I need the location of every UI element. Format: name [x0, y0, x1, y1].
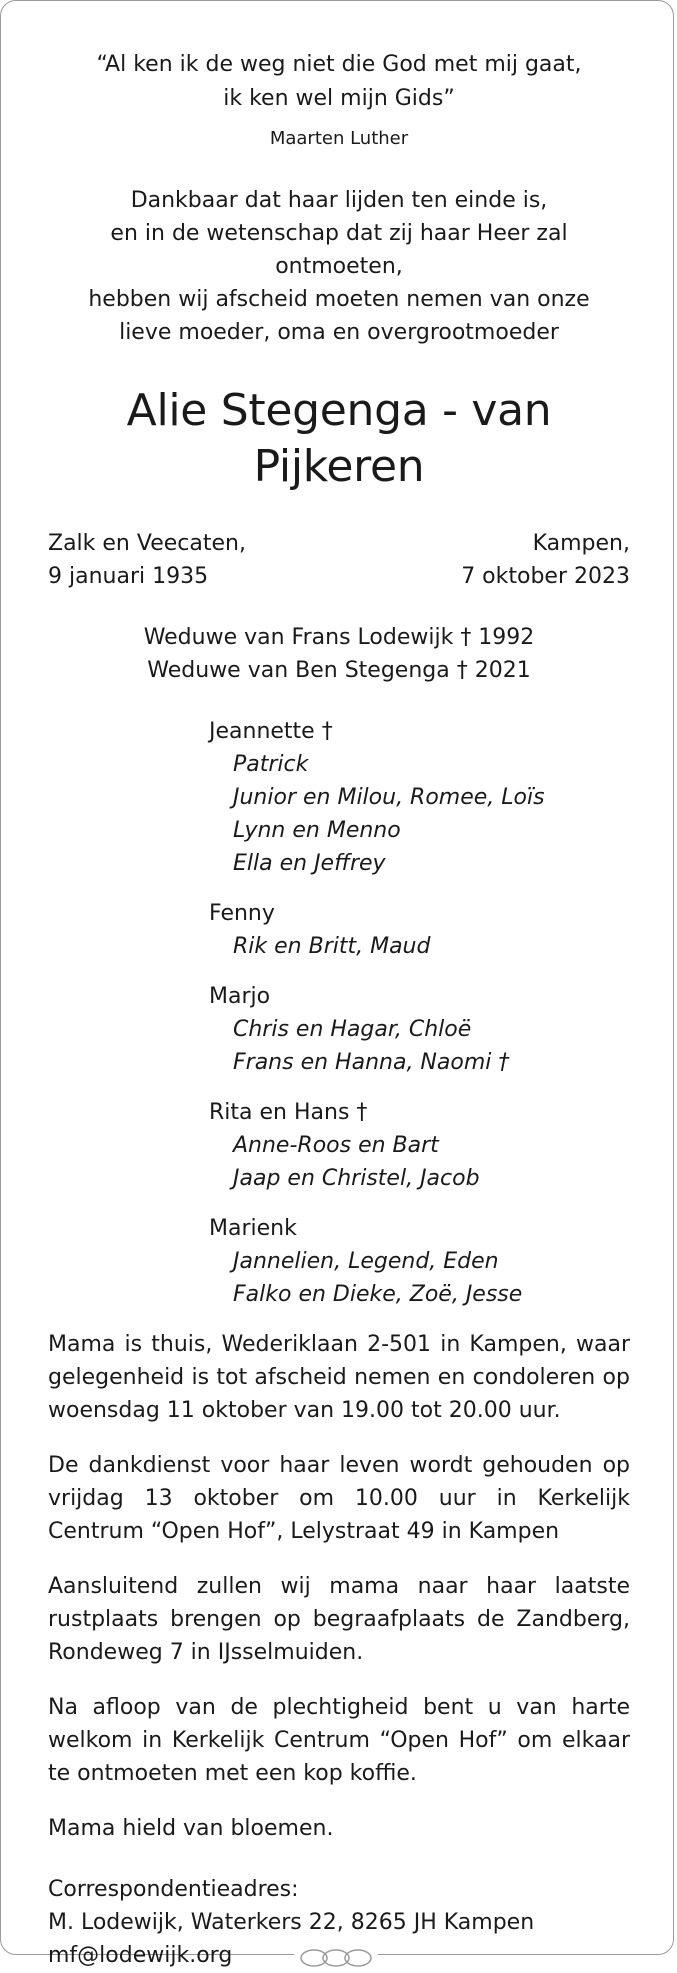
family-child: Jannelien, Legend, Eden [233, 1249, 499, 1274]
family-child: Junior en Milou, Romee, Loïs [233, 785, 545, 810]
family-group [209, 980, 630, 1079]
family-child: Rik en Britt, Maud [233, 934, 431, 959]
family-child: Anne-Roos en Bart [233, 1133, 439, 1158]
announcement-content [48, 48, 630, 1972]
birth-date: 9 januari 1935 [48, 564, 209, 589]
intro-text [48, 184, 630, 349]
widow-line: Weduwe van Frans Lodewijk † 1992 [143, 625, 535, 650]
quote-line: ik ken wel mijn Gids” [223, 86, 455, 111]
correspondence-street: M. Lodewijk, Waterkers 22, 8265 JH Kampen [48, 1910, 535, 1935]
reception-paragraph: Na afloop van de plechtigheid bent u van harte welkom in Kerkelijk Centrum “Open Hof” om elkaar te ontmoeten met een kop koffie. [48, 1695, 630, 1786]
quote-author: Maarten Luther [269, 128, 409, 149]
family-parent: Rita en Hans † [209, 1100, 368, 1125]
family-child: Jaap en Christel, Jacob [233, 1166, 480, 1191]
deceased-name: Alie Stegenga - van Pijkeren [126, 385, 552, 492]
intro-line: en in de wetenschap dat zij haar Heer zal ontmoeten, [110, 221, 568, 279]
family-group [209, 1212, 630, 1311]
flowers-paragraph: Mama hield van bloemen. [48, 1816, 334, 1841]
burial-paragraph: Aansluitend zullen wij mama naar haar laatste rustplaats brengen op begraafplaats de Zandberg, Rondeweg 7 in IJsselmuiden. [48, 1574, 630, 1665]
family-child: Ella en Jeffrey [233, 851, 386, 876]
correspondence-address [48, 1873, 630, 1972]
service-paragraph: De dankdienst voor haar leven wordt gehouden op vrijdag 13 oktober om 10.00 uur in Kerkelijk Centrum “Open Hof”, Lelystraat 49 in Kampen [48, 1453, 630, 1544]
widow-of [48, 621, 630, 687]
bible-quote [48, 48, 630, 116]
family-child: Chris en Hagar, Chloë [233, 1017, 472, 1042]
family-parent: Marienk [209, 1216, 297, 1241]
family-child: Patrick [233, 752, 309, 777]
birth-info [48, 527, 246, 593]
family-parent: Fenny [209, 901, 275, 926]
family-group [209, 1096, 630, 1195]
intro-line: lieve moeder, oma en overgrootmoeder [119, 320, 559, 345]
death-info [461, 527, 630, 593]
family-parent: Marjo [209, 984, 271, 1009]
death-date: 7 oktober 2023 [461, 564, 630, 589]
birth-death-places [48, 527, 630, 593]
details-paragraphs [48, 1328, 630, 1845]
family-child: Falko en Dieke, Zoë, Jesse [233, 1282, 523, 1307]
family-child: Lynn en Menno [233, 818, 401, 843]
family-parent: Jeannette † [209, 719, 333, 744]
correspondence-email[interactable]: mf@lodewijk.org [48, 1943, 233, 1968]
quote-line: “Al ken ik de weg niet die God met mij gaat, [96, 52, 582, 77]
family-list [209, 715, 630, 1311]
family-group [209, 715, 630, 880]
intro-line: hebben wij afscheid moeten nemen van onze [88, 287, 590, 312]
visitation-paragraph: Mama is thuis, Wederiklaan 2-501 in Kampen, waar gelegenheid is tot afscheid nemen en condoleren op woensdag 11 oktober van 19.00 tot 20.00 uur. [48, 1332, 630, 1423]
family-group [209, 897, 630, 963]
correspondence-label: Correspondentieadres: [48, 1877, 299, 1902]
widow-line: Weduwe van Ben Stegenga † 2021 [147, 658, 531, 683]
birth-place: Zalk en Veecaten, [48, 531, 246, 556]
death-place: Kampen, [532, 531, 630, 556]
intro-line: Dankbaar dat haar lijden ten einde is, [130, 188, 548, 213]
family-child: Frans en Hanna, Naomi † [233, 1050, 510, 1075]
